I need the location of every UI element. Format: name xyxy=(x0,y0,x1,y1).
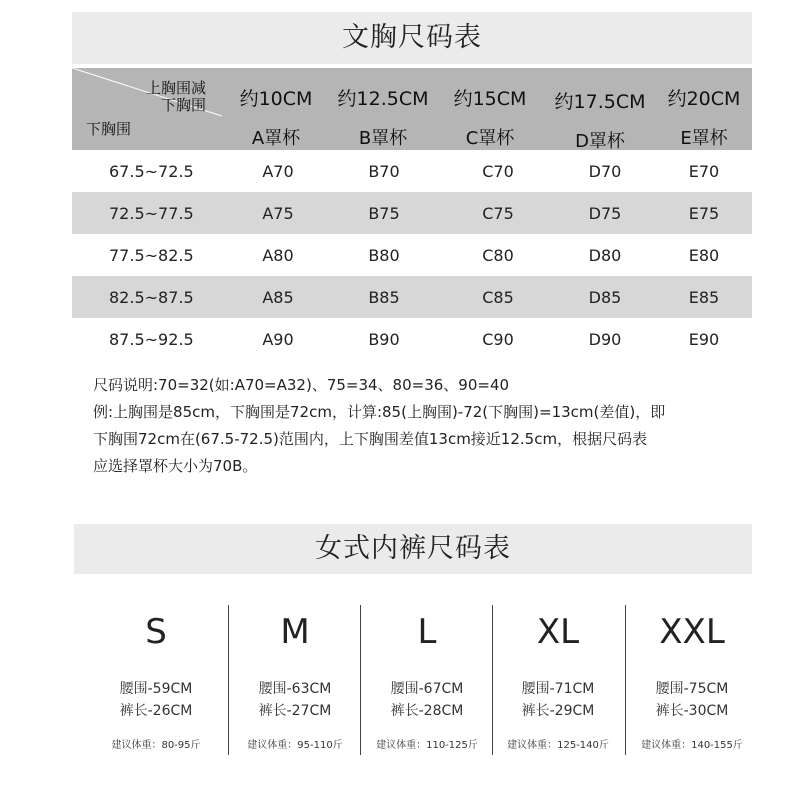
header-cup: B罩杯 xyxy=(358,128,408,149)
table-row xyxy=(72,276,752,318)
size-cell: D80 xyxy=(588,246,622,265)
underbust-range: 77.5~82.5 xyxy=(109,246,194,265)
length-value: 裤长-30CM xyxy=(655,703,729,719)
corner-label-line2: 下胸围 xyxy=(160,96,206,114)
corner-label-line1: 上胸围减 xyxy=(145,79,206,97)
header-diff: 约10CM xyxy=(239,88,313,110)
size-cell: A75 xyxy=(262,204,294,223)
size-cell: A70 xyxy=(262,162,294,181)
size-cell: A85 xyxy=(262,288,294,307)
underbust-range: 87.5~92.5 xyxy=(109,330,194,349)
size-cell: D85 xyxy=(588,288,622,307)
size-cell: C75 xyxy=(482,204,514,223)
note-line: 下胸围72cm在(67.5-72.5)范围内，上下胸围差值13cm接近12.5cm，根据尺码表 xyxy=(93,430,648,448)
underbust-range: 72.5~77.5 xyxy=(109,204,194,223)
waist-value: 腰围-75CM xyxy=(655,681,729,697)
weight-recommendation: 建议体重：125-140斤 xyxy=(507,740,609,751)
size-cell: E75 xyxy=(688,204,720,223)
size-cell: B70 xyxy=(368,162,400,181)
corner-label-difference xyxy=(146,80,206,114)
weight-recommendation: 建议体重：95-110斤 xyxy=(247,740,343,751)
length-value: 裤长-29CM xyxy=(521,703,595,719)
waist-value: 腰围-59CM xyxy=(119,681,193,697)
panty-size-chart-title: 女式内裤尺码表 xyxy=(74,524,752,574)
header-diff: 约17.5CM xyxy=(554,91,646,113)
size-cell: D70 xyxy=(588,162,622,181)
corner-label-underbust: 下胸围 xyxy=(86,120,132,138)
size-cell: E90 xyxy=(688,330,720,349)
bra-size-table xyxy=(72,68,752,360)
table-row xyxy=(72,192,752,234)
size-cell: A90 xyxy=(262,330,294,349)
waist-value: 腰围-67CM xyxy=(390,681,464,697)
table-header xyxy=(72,68,752,150)
waist-value: 腰围-71CM xyxy=(521,681,595,697)
header-cup: C罩杯 xyxy=(465,128,515,149)
size-label: M xyxy=(280,612,310,652)
note-line: 例:上胸围是85cm，下胸围是72cm，计算:85(上胸围)-72(下胸围)=13cm(差值)，即 xyxy=(93,403,666,421)
size-cell: E80 xyxy=(688,246,720,265)
length-value: 裤长-27CM xyxy=(258,703,332,719)
size-label: L xyxy=(417,612,437,652)
size-card-l xyxy=(361,600,493,760)
weight-recommendation: 建议体重：80-95斤 xyxy=(111,740,201,751)
header-diff: 约12.5CM xyxy=(337,88,429,110)
bra-size-chart-title: 文胸尺码表 xyxy=(72,12,752,64)
size-cell: A80 xyxy=(262,246,294,265)
size-cell: E70 xyxy=(688,162,720,181)
table-row xyxy=(72,150,752,192)
underbust-range: 67.5~72.5 xyxy=(109,162,194,181)
length-value: 裤长-26CM xyxy=(119,703,193,719)
header-diff: 约20CM xyxy=(667,88,741,110)
waist-value: 腰围-63CM xyxy=(258,681,332,697)
size-cell: C70 xyxy=(482,162,514,181)
size-card-m xyxy=(229,600,361,760)
size-cell: B75 xyxy=(368,204,400,223)
weight-recommendation: 建议体重：110-125斤 xyxy=(376,740,478,751)
note-line: 尺码说明:70=32(如:A70=A32)、75=34、80=36、90=40 xyxy=(93,376,510,394)
size-cell: D75 xyxy=(588,204,622,223)
header-cup: A罩杯 xyxy=(251,128,301,149)
note-line: 应选择罩杯大小为70B。 xyxy=(93,457,258,475)
size-label: XXL xyxy=(659,612,725,652)
underbust-range: 82.5~87.5 xyxy=(109,288,194,307)
header-cup: E罩杯 xyxy=(680,128,728,149)
size-label: S xyxy=(145,612,167,652)
size-cell: E85 xyxy=(688,288,720,307)
header-cup: D罩杯 xyxy=(575,131,625,152)
size-cell: D90 xyxy=(588,330,622,349)
length-value: 裤长-28CM xyxy=(390,703,464,719)
size-card-s xyxy=(90,600,222,760)
size-card-xl xyxy=(492,600,624,760)
size-cell: C85 xyxy=(482,288,514,307)
size-cell: B80 xyxy=(368,246,400,265)
size-cell: C90 xyxy=(482,330,514,349)
size-card-xxl xyxy=(626,600,758,760)
size-label: XL xyxy=(536,612,580,652)
table-row xyxy=(72,318,752,360)
size-cell: C80 xyxy=(482,246,514,265)
size-notes xyxy=(93,372,665,480)
table-row xyxy=(72,234,752,276)
weight-recommendation: 建议体重：140-155斤 xyxy=(641,740,743,751)
panty-size-grid xyxy=(90,600,770,760)
header-diff: 约15CM xyxy=(453,88,527,110)
size-cell: B85 xyxy=(368,288,400,307)
size-cell: B90 xyxy=(368,330,400,349)
